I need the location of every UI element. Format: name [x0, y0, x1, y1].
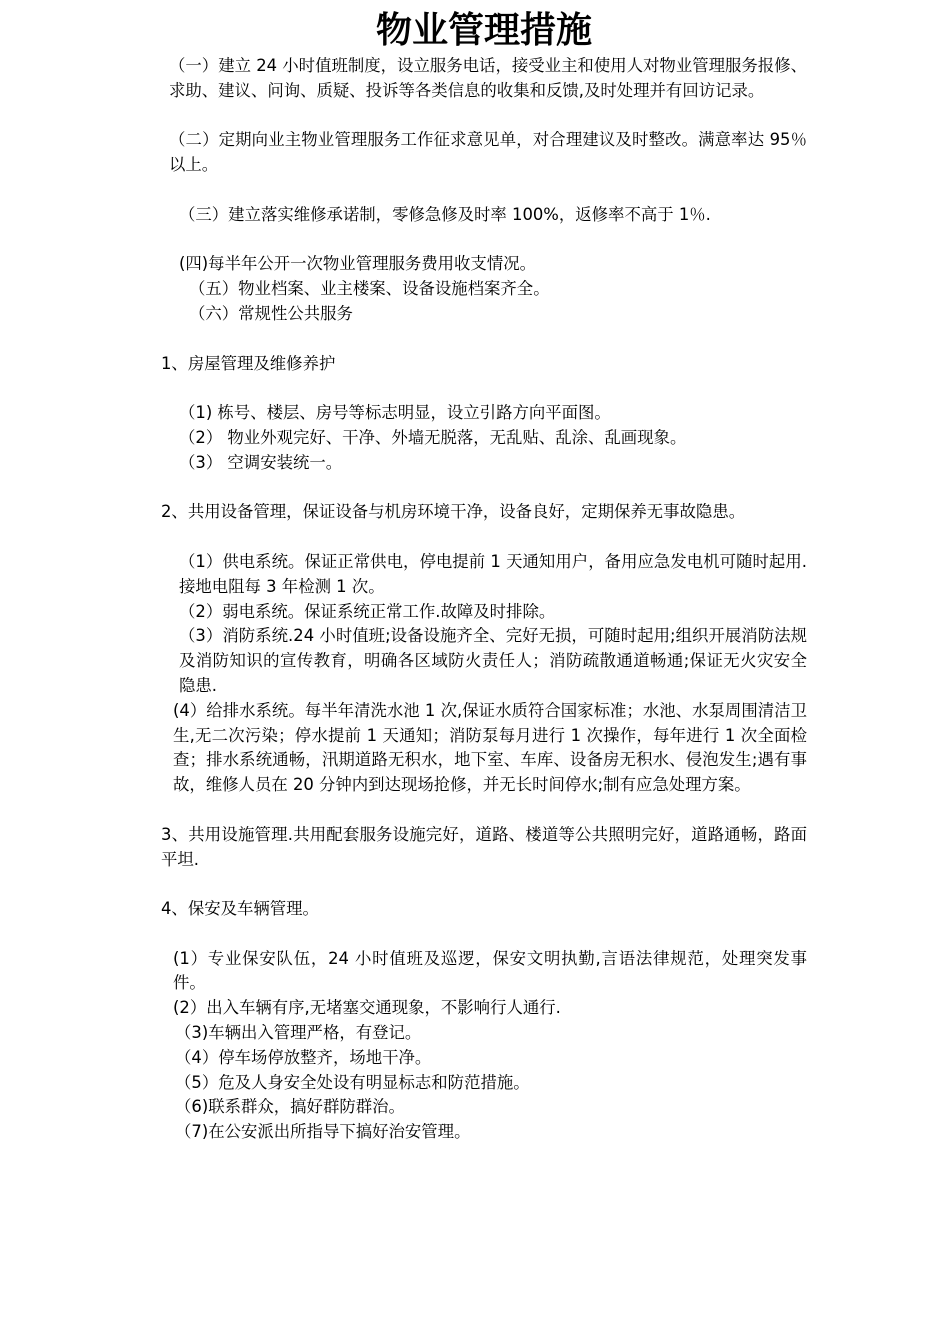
section-4-heading: 4、保安及车辆管理。 [161, 899, 319, 919]
section-1-heading: 1、房屋管理及维修养护 [161, 353, 336, 373]
section-1-item: （2） 物业外观完好、干净、外墙无脱落，无乱贴、乱涂、乱画现象。 [179, 427, 687, 447]
section-2-item: （3）消防系统.24 小时值班;设备设施齐全、完好无损，可随时起用;组织开展消防法规及消防知识的宣传教育，明确各区域防火责任人；消防疏散通道畅通;保证无火灾安全隐患. [179, 626, 807, 695]
section-4-item: （5）危及人身安全处设有明显标志和防范措施。 [175, 1072, 530, 1092]
paragraph-gap [161, 327, 807, 352]
section-2-item: （1）供电系统。保证正常供电，停电提前 1 天通知用户，备用应急发电机可随时起用.接地电阻每 3 年检测 1 次。 [179, 551, 807, 596]
section-4-item: （6)联系群众，搞好群防群治。 [175, 1097, 405, 1117]
section-2-heading: 2、共用设备管理，保证设备与机房环境干净，设备良好，定期保养无事故隐患。 [161, 502, 746, 522]
paragraph-5: （五）物业档案、业主楼案、设备设施档案齐全。 [189, 279, 550, 299]
paragraph-4: (四)每半年公开一次物业管理服务费用收支情况。 [179, 254, 536, 274]
paragraph-gap [161, 798, 807, 823]
paragraph-gap [161, 104, 807, 129]
section-1-item: （1) 栋号、楼层、房号等标志明显，设立引路方向平面图。 [179, 403, 611, 423]
paragraph-6: （六）常规性公共服务 [189, 303, 353, 323]
paragraph-gap [161, 525, 807, 550]
document-title: 物业管理措施 [375, 9, 592, 51]
paragraph-gap [161, 178, 807, 203]
paragraph-2: （二）定期向业主物业管理服务工作征求意见单，对合理建议及时整改。满意率达 95％以上。 [169, 130, 807, 175]
section-4-item: （4）停车场停放整齐，场地干净。 [175, 1047, 432, 1067]
paragraph-gap [161, 476, 807, 501]
section-4-item: （7)在公安派出所指导下搞好治安管理。 [175, 1122, 471, 1142]
paragraph-gap [161, 228, 807, 253]
document-body [161, 54, 807, 1145]
paragraph-gap [161, 872, 807, 897]
section-4-item: （3)车辆出入管理严格，有登记。 [175, 1023, 422, 1043]
section-3-heading: 3、共用设施管理.共用配套服务设施完好，道路、楼道等公共照明完好，道路通畅，路面平坦. [161, 824, 807, 869]
paragraph-1: （一）建立 24 小时值班制度，设立服务电话，接受业主和使用人对物业管理服务报修、求助、建议、问询、质疑、投诉等各类信息的收集和反馈,及时处理并有回访记录。 [169, 56, 807, 100]
paragraph-gap [161, 376, 807, 401]
section-4-item: (2）出入车辆有序,无堵塞交通现象，不影响行人通行. [173, 998, 561, 1018]
section-4-item: (1）专业保安队伍，24 小时值班及巡逻，保安文明执勤,言语法律规范，处理突发事件。 [173, 948, 807, 993]
section-2-item: (4）给排水系统。每半年清洗水池 1 次,保证水质符合国家标准；水池、水泵周围清洁卫生,无二次污染；停水提前 1 天通知；消防泵每月进行 1 次操作，每年进行 1 次全面检查；排水系统通畅，汛期道路无积水，地下室、车库、设备房无积水、侵泡发生;遇有事故，维修人员在 20 分钟内到达现场抢修，并无长时间停水;制有应急处理方案。 [173, 700, 807, 795]
section-2-item: （2）弱电系统。保证系统正常工作.故障及时排除。 [179, 601, 556, 621]
paragraph-gap [161, 922, 807, 947]
paragraph-3: （三）建立落实维修承诺制，零修急修及时率 100%，返修率不高于 1％. [179, 204, 711, 224]
section-1-item: （3） 空调安装统一。 [179, 452, 343, 472]
